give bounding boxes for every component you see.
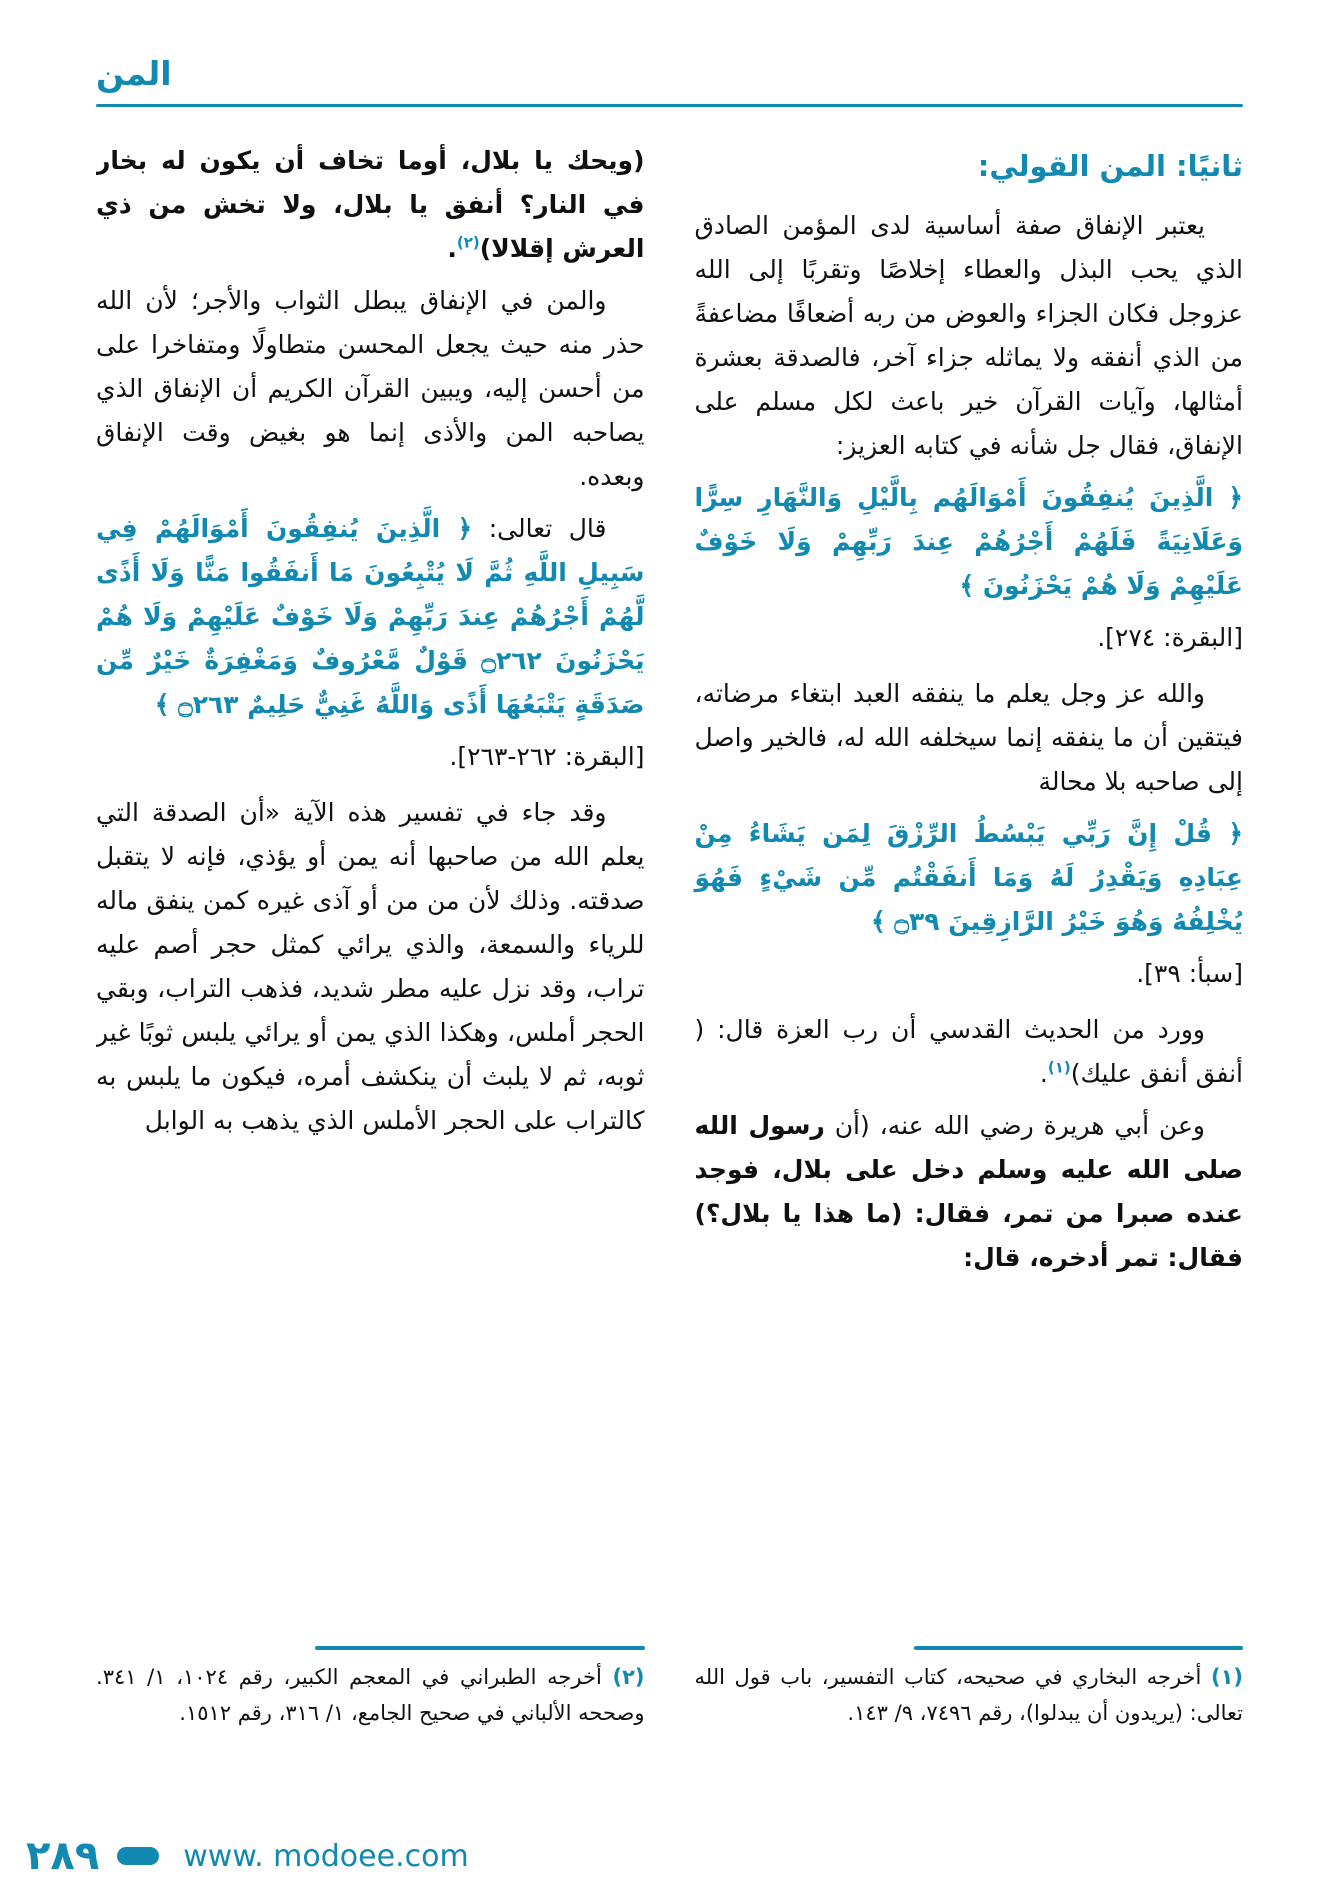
header-rule [96,104,1243,107]
paragraph-bilal-hadith [96,139,645,271]
page-number: ٢٨٩ [26,1833,100,1879]
page-footer [0,1833,1339,1879]
footnote-2-text: أخرجه الطبراني في المعجم الكبير، رقم ١٠٢٤، ١/ ٣٤١. وصححه الألباني في صحيح الجامع، ١/ ٣١٦، رقم ١٥١٢. [96,1664,645,1725]
column-right [695,139,1244,1739]
paragraph-tafsir: وقد جاء في تفسير هذه الآية «أن الصدقة التي يعلم الله من صاحبها أنه يمن أو يؤذي، فإنه لا يتقبل صدقته. وذلك لأن من من أو آذى غيره كمن ينفق ماله للرياء والسمعة، والذي يرائي كمثل حجر أصم عليه تراب، وقد نزل عليه مطر شديد، فذهب التراب، وبقي الحجر أملس، وهكذا الذي يمن أو يرائي يلبس ثوبًا غير ثوبه، ثم لا يلبث أن ينكشف أمره، فيكون ما يلبس به كالتراب على الحجر الأملس الذي يذهب به الوابل [96,798,645,1136]
paragraph-abu-huraira [695,1104,1244,1280]
footnote-block-2 [96,1642,645,1739]
paragraph-allah-knows: والله عز وجل يعلم ما ينفقه العبد ابتغاء مرضاته، فيتقين أن ما ينفقه إنما سيخلفه الله له، فالخير واصل إلى صاحبه بلا محالة [694,679,1243,797]
hadith-qudsi-text: وورد من الحديث القدسي أن رب العزة قال: ( أنفق أنفق عليك) [694,1015,1243,1089]
verse-reference-baqara-262-263: [البقرة: ٢٦٢-٢٦٣]. [449,742,645,772]
column-left [96,139,645,1739]
hadith-qudsi-period: . [1039,1059,1048,1089]
paragraph-infaq-intro: يعتبر الإنفاق صفة أساسية لدى المؤمن الصادق الذي يحب البذل والعطاء إخلاصًا وتقربًا إلى الله عزوجل فكان الجزاء والعوض من ربه أضعافًا مضاعفةً من الذي أنفقه ولا يماثله جزاء آخر، فالصدقة بعشرة أمثالها، وآيات القرآن خير باعث لكل مسلم على الإنفاق، فقال جل شأنه في كتابه العزيز: [694,211,1243,461]
footnote-ref-2[interactable]: (٢) [456,233,480,252]
quran-verse-saba-39: ﴿ قُلْ إِنَّ رَبِّي يَبْسُطُ الرِّزْقَ لِمَن يَشَاءُ مِنْ عِبَادِهِ وَيَقْدِرُ لَهُ وَمَا أَنفَقْتُم مِّن شَيْءٍ فَهُوَ يُخْلِفُهُ وَهُوَ خَيْرُ الرَّازِقِينَ ۝٣٩ ﴾ [694,819,1243,937]
paragraph-hadith-qudsi [695,1008,1244,1096]
abu-huraira-lead: وعن أبي هريرة رضي الله عنه، (أن [824,1111,1205,1141]
footnote-block-1 [695,1642,1244,1739]
section-heading: ثانيًا: المن القولي: [977,149,1243,184]
footnote-1 [695,1660,1244,1731]
bilal-hadith-period: . [447,234,457,264]
footnote-1-text: أخرجه البخاري في صحيحه، كتاب التفسير، باب قول الله تعالى: (يريدون أن يبدلوا)، رقم ٧٤٩٦، ٩/ ١٤٣. [694,1664,1243,1725]
paragraph-verse-lead [96,507,645,727]
footnote-separator [315,1646,644,1650]
verse-reference-saba-39: [سبأ: ٣٩]. [1136,959,1243,989]
footnote-1-marker: (١) [1210,1664,1243,1689]
paragraph-mann-effects: والمن في الإنفاق يبطل الثواب والأجر؛ لأن الله حذر منه حيث يجعل المحسن متطاولًا ومتفاخرا على من أحسن إليه، ويبين القرآن الكريم أن الإنفاق الذي يصاحبه المن والأذى إنما هو بغيض وقت الإنفاق وبعده. [96,286,645,492]
verse-reference-baqara-274: [البقرة: ٢٧٤]. [1097,623,1243,653]
quran-verse-baqara-274: ﴿ الَّذِينَ يُنفِقُونَ أَمْوَالَهُم بِالَّيْلِ وَالنَّهَارِ سِرًّا وَعَلَانِيَةً فَلَهُمْ أَجْرُهُمْ عِندَ رَبِّهِمْ وَلَا خَوْفٌ عَلَيْهِمْ وَلَا هُمْ يَحْزَنُونَ ﴾ [694,483,1243,601]
qala-taala-lead: قال تعالى: [472,514,607,544]
page-header [96,56,1243,107]
abu-huraira-hadith: رسول الله صلى الله عليه وسلم دخل على بلال، فوجد عنده صبرا من تمر، فقال: (ما هذا يا بلال؟) فقال: تمر أدخره، قال: [694,1111,1243,1273]
footnote-2-marker: (٢) [612,1664,645,1689]
bilal-hadith-text: (ويحك يا بلال، أوما تخاف أن يكون له بخار في النار؟ أنفق يا بلال، ولا تخش من ذي العرش إقلالا) [96,146,645,264]
footnote-2 [96,1660,645,1731]
chapter-title: المن [96,54,172,93]
footnote-separator [914,1646,1243,1650]
quran-verse-baqara-262-263: ﴿ الَّذِينَ يُنفِقُونَ أَمْوَالَهُمْ فِي سَبِيلِ اللَّهِ ثُمَّ لَا يُتْبِعُونَ مَا أَنفَقُوا مَنًّا وَلَا أَذًى لَّهُمْ أَجْرُهُمْ عِندَ رَبِّهِمْ وَلَا خَوْفٌ عَلَيْهِمْ وَلَا هُمْ يَحْزَنُونَ ۝٢٦٢ قَوْلٌ مَّعْرُوفٌ وَمَغْفِرَةٌ خَيْرٌ مِّن صَدَقَةٍ يَتْبَعُهَا أَذًى وَاللَّهُ غَنِيٌّ حَلِيمٌ ۝٢٦٣ ﴾ [96,514,645,720]
footer-bar-decoration [117,1847,159,1865]
footnote-ref-1[interactable]: (١) [1047,1059,1071,1077]
website-link[interactable]: www. modoee.com [183,1838,469,1874]
page-body [96,139,1243,1739]
